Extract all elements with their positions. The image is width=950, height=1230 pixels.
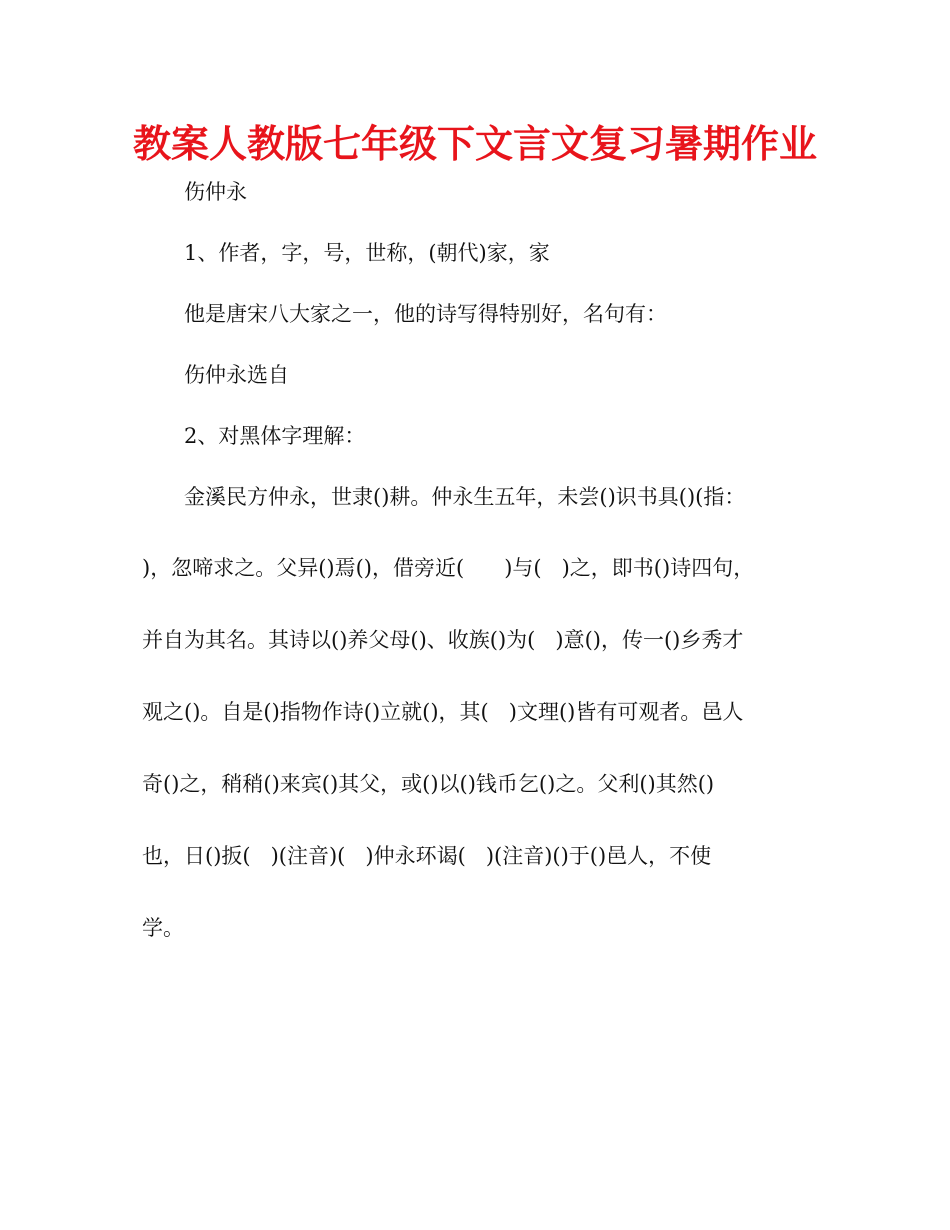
text-line-passage: 并自为其名。其诗以()养父母()、收族()为( )意()，传一()乡秀才 [142, 628, 744, 652]
text-line-passage: 奇()之，稍稍()来宾()其父，或()以()钱币乞()之。父利()其然() [142, 772, 715, 796]
text-line-author-note: 他是唐宋八大家之一，他的诗写得特别好，名句有： [184, 302, 667, 326]
text-line-passage: 也，日()扳( )(注音)( )仲永环谒( )(注音)()于()邑人，不使 [142, 844, 712, 868]
text-line-passage: 金溪民方仲永，世隶()耕。仲永生五年，未尝()识书具()(指： [184, 485, 746, 509]
text-line-question-1: 1、作者，字，号，世称，(朝代)家，家 [184, 241, 550, 265]
text-line-passage: 观之()。自是()指物作诗()立就()，其( )文理()皆有可观者。邑人 [142, 700, 744, 724]
text-line-source: 伤仲永选自 [184, 363, 289, 387]
text-line-question-2: 2、对黑体字理解： [184, 424, 366, 448]
text-line-lesson-name: 伤仲永 [184, 180, 247, 204]
document-title: 教案人教版七年级下文言文复习暑期作业 [132, 122, 817, 166]
text-line-passage: )，忽啼求之。父异()焉()，借旁近( )与( )之，即书()诗四句， [142, 556, 755, 580]
text-line-passage: 学。 [142, 916, 184, 940]
